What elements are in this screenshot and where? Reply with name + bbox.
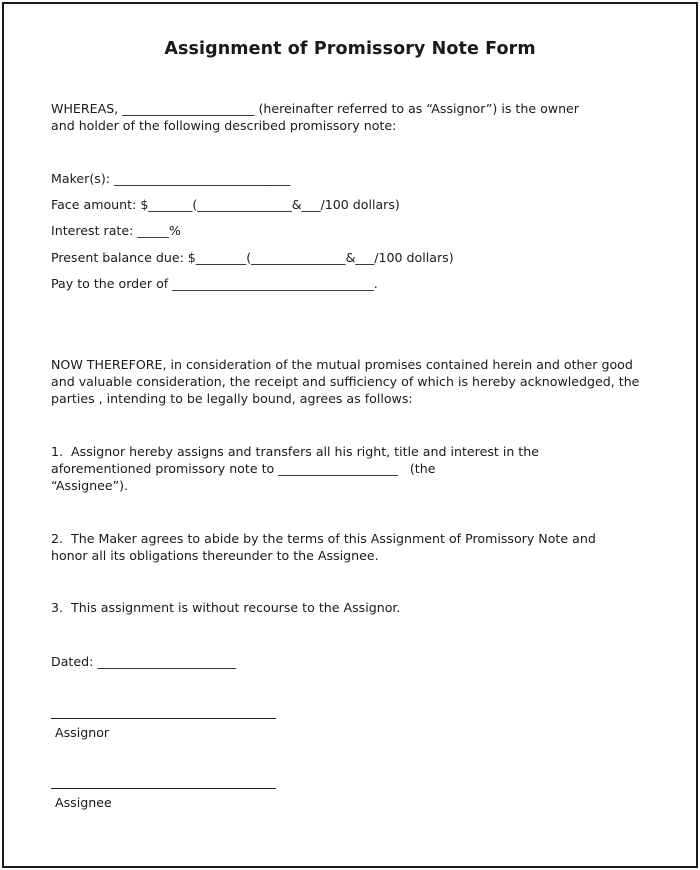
clause-2-line-1: 2. The Maker agrees to abide by the terms of this Assignment of Promissory Note and xyxy=(51,531,596,546)
whereas-line-1: WHEREAS, _____________________ (hereinafter referred to as “Assignor”) is the owner xyxy=(51,101,579,116)
clause-1-line-3: “Assignee”). xyxy=(51,478,129,493)
clause-2-line-2: honor all its obligations thereunder to the Assignee. xyxy=(51,548,379,563)
now-therefore-line-2: and valuable consideration, the receipt and sufficiency of which is hereby acknowledged, the xyxy=(51,374,640,389)
interest-rate-field: Interest rate: _____% xyxy=(51,223,181,238)
present-balance-field: Present balance due: $________(_______________&___/100 dollars) xyxy=(51,250,454,265)
assignee-signature-line xyxy=(51,788,276,789)
makers-field: Maker(s): ____________________________ xyxy=(51,171,291,186)
face-amount-field: Face amount: $_______(_______________&___/100 dollars) xyxy=(51,197,400,212)
pay-to-order-field: Pay to the order of ________________________________. xyxy=(51,276,378,291)
clause-3-line-1: 3. This assignment is without recourse to the Assignor. xyxy=(51,600,401,615)
clause-1-line-1: 1. Assignor hereby assigns and transfers all his right, title and interest in the xyxy=(51,444,539,459)
now-therefore-line-3: parties , intending to be legally bound, agrees as follows: xyxy=(51,391,413,406)
whereas-line-2: and holder of the following described promissory note: xyxy=(51,118,397,133)
assignee-label: Assignee xyxy=(55,795,112,810)
assignor-signature-line xyxy=(51,718,276,719)
assignor-label: Assignor xyxy=(55,725,110,740)
clause-1-line-2: aforementioned promissory note to ___________________ (the xyxy=(51,461,436,476)
dated-field: Dated: ______________________ xyxy=(51,654,236,669)
document-title: Assignment of Promissory Note Form xyxy=(164,39,536,59)
now-therefore-line-1: NOW THEREFORE, in consideration of the mutual promises contained herein and other good xyxy=(51,357,633,372)
